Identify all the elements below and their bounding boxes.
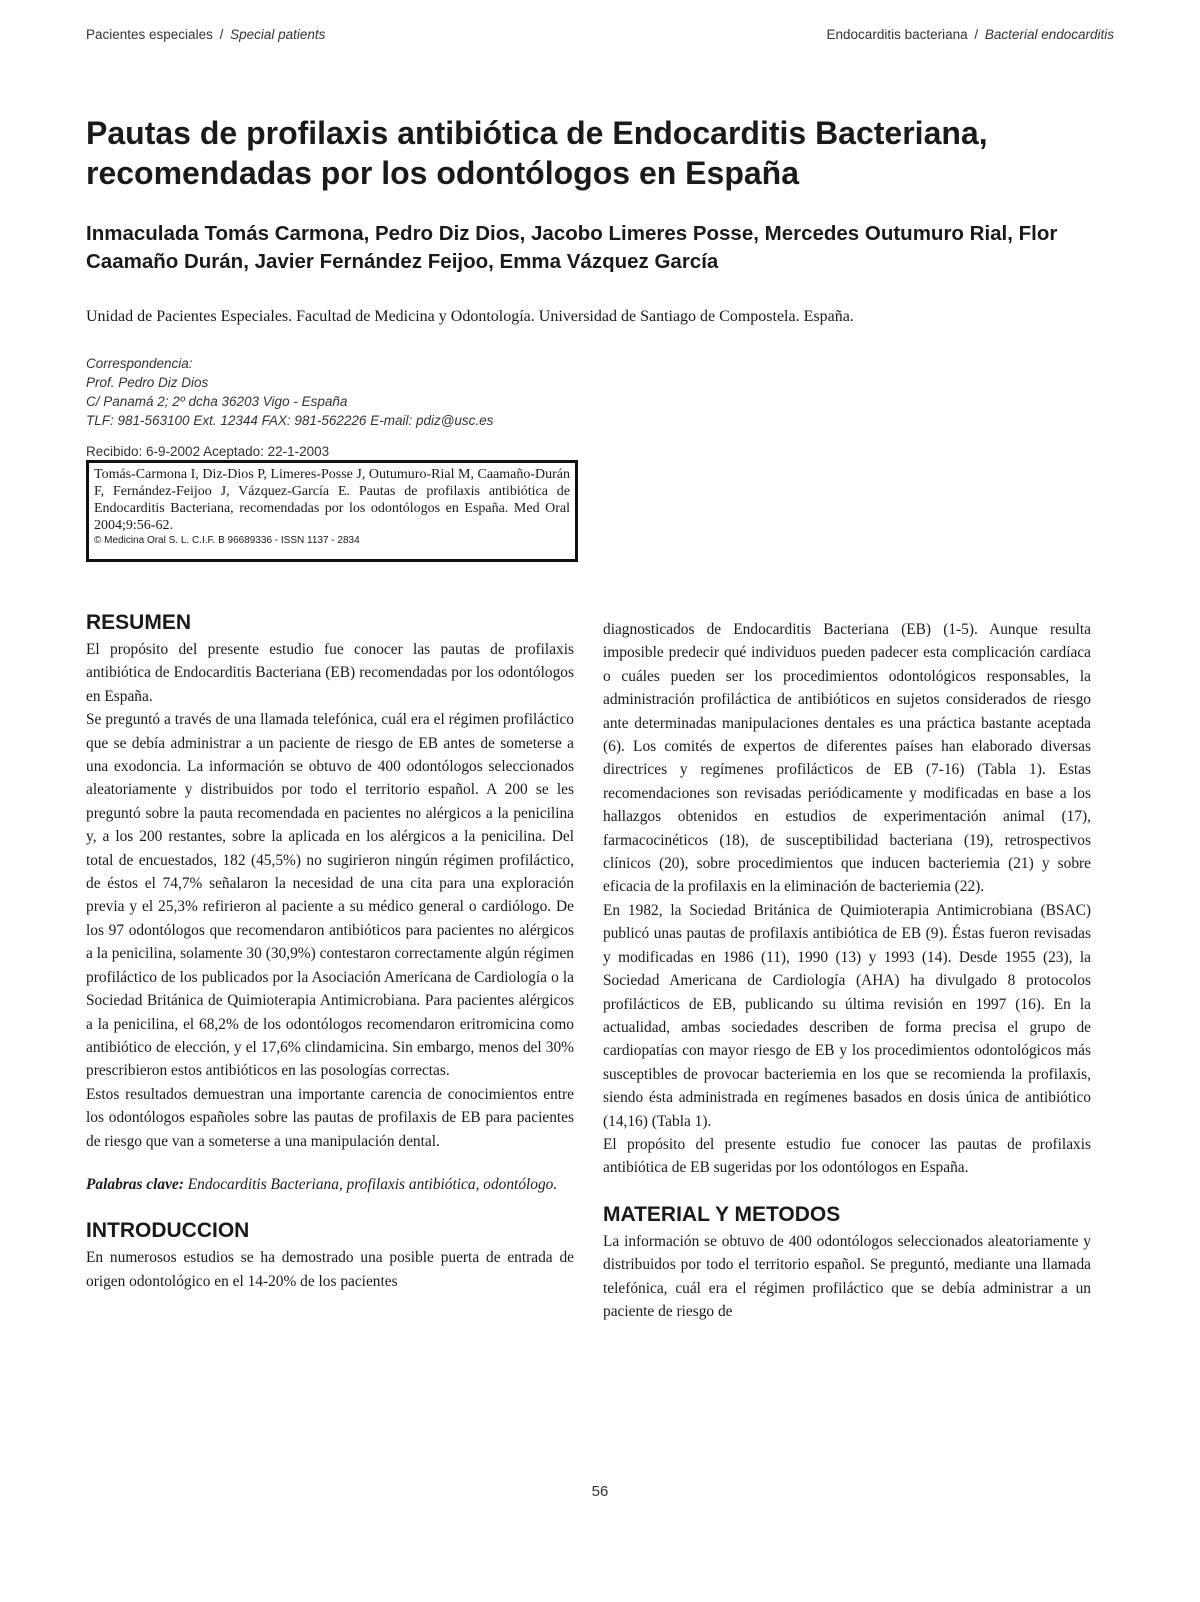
correspondence-block [86, 354, 646, 430]
correspondence-label: Correspondencia: [86, 356, 193, 371]
topic-name-es: Endocarditis bacteriana [826, 27, 968, 42]
citation-text: Tomás-Carmona I, Diz-Dios P, Limeres-Posse J, Outumuro-Rial M, Caamaño-Durán F, Fernández-Feijoo J, Vázquez-García E. Pautas de profilaxis antibiótica de Endocarditis Bacteriana, recomendadas por los odontólogos en España. Med Oral 2004;9:56-62. [94, 467, 570, 533]
material-paragraph: La información se obtuvo de 400 odontólogos seleccionados aleatoriamente y distribuidos por todo el territorio español. Se preguntó, mediante una llamada telefónica, cuál era el régimen profiláctico que se debía administrar a un paciente de riesgo de [603, 1232, 1091, 1320]
topic-name-en: Bacterial endocarditis [984, 27, 1114, 42]
correspondence-address: C/ Panamá 2; 2º dcha 36203 Vigo - España [86, 394, 348, 409]
left-column [86, 608, 574, 1293]
resumen-paragraph: Estos resultados demuestran una importante carencia de conocimientos entre los odontólogos españoles sobre las pautas de profilaxis de EB para pacientes de riesgo que van a someterse a una manipulación dental. [86, 1085, 574, 1150]
received-accepted-dates: Recibido: 6-9-2002 Aceptado: 22-1-2003 [86, 444, 330, 459]
resumen-heading: RESUMEN [86, 611, 192, 634]
resumen-paragraph: Se preguntó a través de una llamada telefónica, cuál era el régimen profiláctico que se debía administrar a un paciente de riesgo de EB antes de someterse a una exodoncia. La información se obtuvo de 400 odontólogos seleccionados aleatoriamente y distribuidos por todo el territorio español. A 200 se les preguntó sobre la pauta recomendada en pacientes no alérgicos a la penicilina y, a los 200 restantes, sobre la aplicada en los alérgicos a la penicilina. Del total de encuestados, 182 (45,5%) no sugirieron ningún régimen profiláctico, de éstos el 74,7% señalaron la necesidad de una cita para una exploración previa y el 25,3% refirieron al paciente a su médico general o cardiólogo. De los 97 odontólogos que recomendaron antibióticos para pacientes no alérgicos a la penicilina, solamente 30 (30,9%) contestaron correctamente algún régimen profiláctico de los publicados por la Asociación Americana de Cardiología o la Sociedad Británica de Quimioterapia Antimicrobiana. Para pacientes alérgicos a la penicilina, el 68,2% de los odontólogos recomendaron eritromicina como antibiótico de elección, y el 17,6% clindamicina. Sin embargo, menos del 30% prescribieron estos antibióticos en las posologías correctas. [86, 711, 574, 1080]
running-header-left [86, 27, 325, 42]
page-number: 56 [591, 1483, 609, 1500]
header-separator: / [974, 27, 979, 42]
author-list: Inmaculada Tomás Carmona, Pedro Diz Dios, Jacobo Limeres Posse, Mercedes Outumuro Rial, Flor Caamaño Durán, Javier Fernández Feijoo, Emma Vázquez García [86, 222, 1058, 273]
section-name-en: Special patients [230, 27, 326, 42]
introduccion-paragraph: En 1982, la Sociedad Británica de Quimioterapia Antimicrobiana (BSAC) publicó unas pautas de profilaxis antibiótica de EB (9). Éstas fueron revisadas y modificadas en 1986 (11), 1990 (13) y 1993 (14). Desde 1955 (23), la Sociedad Americana de Cardiología (AHA) ha divulgado 8 protocolos profilácticos de EB, publicando su última revisión en 1997 (16). En la actualidad, ambas sociedades describen de forma precisa el grupo de cardiopatías con mayor riesgo de EB y los procedimientos odontológicos más susceptibles de provocar bacteriemia en los que se recomienda la profilaxis, siendo ésta administrada en regímenes basados en dosis única de antibiótico (14,16) (Tabla 1). [603, 901, 1091, 1130]
running-header-right [827, 27, 1114, 42]
keywords-text: Endocarditis Bacteriana, profilaxis antibiótica, odontólogo. [187, 1175, 558, 1193]
material-heading: MATERIAL Y METODOS [603, 1202, 841, 1226]
running-header [86, 27, 1114, 47]
keywords [86, 1173, 574, 1196]
header-separator: / [219, 27, 224, 42]
affiliation: Unidad de Pacientes Especiales. Facultad de Medicina y Odontología. Universidad de Santiago de Compostela. España. [86, 308, 854, 325]
copyright-line: © Medicina Oral S. L. C.I.F. B 96689336 - ISSN 1137 - 2834 [94, 535, 360, 546]
keywords-label: Palabras clave: [86, 1175, 184, 1193]
citation-box [86, 460, 578, 562]
article-title: Pautas de profilaxis antibiótica de Endocarditis Bacteriana, recomendadas por los odontólogos en España [86, 115, 988, 191]
introduccion-heading: INTRODUCCION [86, 1219, 250, 1243]
introduccion-paragraph: En numerosos estudios se ha demostrado una posible puerta de entrada de origen odontológico en el 14-20% de los pacientes [86, 1249, 574, 1290]
introduccion-paragraph: El propósito del presente estudio fue conocer las pautas de profilaxis antibiótica de EB sugeridas por los odontólogos en España. [603, 1135, 1091, 1177]
right-column [603, 618, 1091, 1323]
introduccion-paragraph: diagnosticados de Endocarditis Bacteriana (EB) (1-5). Aunque resulta imposible predecir qué individuos pueden padecer esta complicación cardíaca o cuáles pueden ser los procedimientos odontológicos responsables, la administración profiláctica de antibióticos en sujetos considerados de riesgo ante determinadas manipulaciones dentales es una práctica bastante aceptada (6). Los comités de expertos de diferentes países han elaborado diversas directrices y regímenes profilácticos de EB (7-16) (Tabla 1). Estas recomendaciones son revisadas periódicamente y modificadas en base a los hallazgos obtenidos en estudios de experimentación animal (17), farmacocinéticos (18), de susceptibilidad bacteriana (19), retrospectivos clínicos (20), sobre procedimientos que inducen bacteriemia (21) y sobre eficacia de la profilaxis en la eliminación de bacteriemia (22). [603, 621, 1091, 896]
section-name-es: Pacientes especiales [86, 27, 213, 42]
resumen-paragraph: El propósito del presente estudio fue conocer las pautas de profilaxis antibiótica de Endocarditis Bacteriana (EB) recomendadas por los odontólogos en España. [86, 641, 574, 705]
correspondence-name: Prof. Pedro Diz Dios [86, 375, 209, 390]
correspondence-contact: TLF: 981-563100 Ext. 12344 FAX: 981-562226 E-mail: pdiz@usc.es [86, 413, 494, 428]
